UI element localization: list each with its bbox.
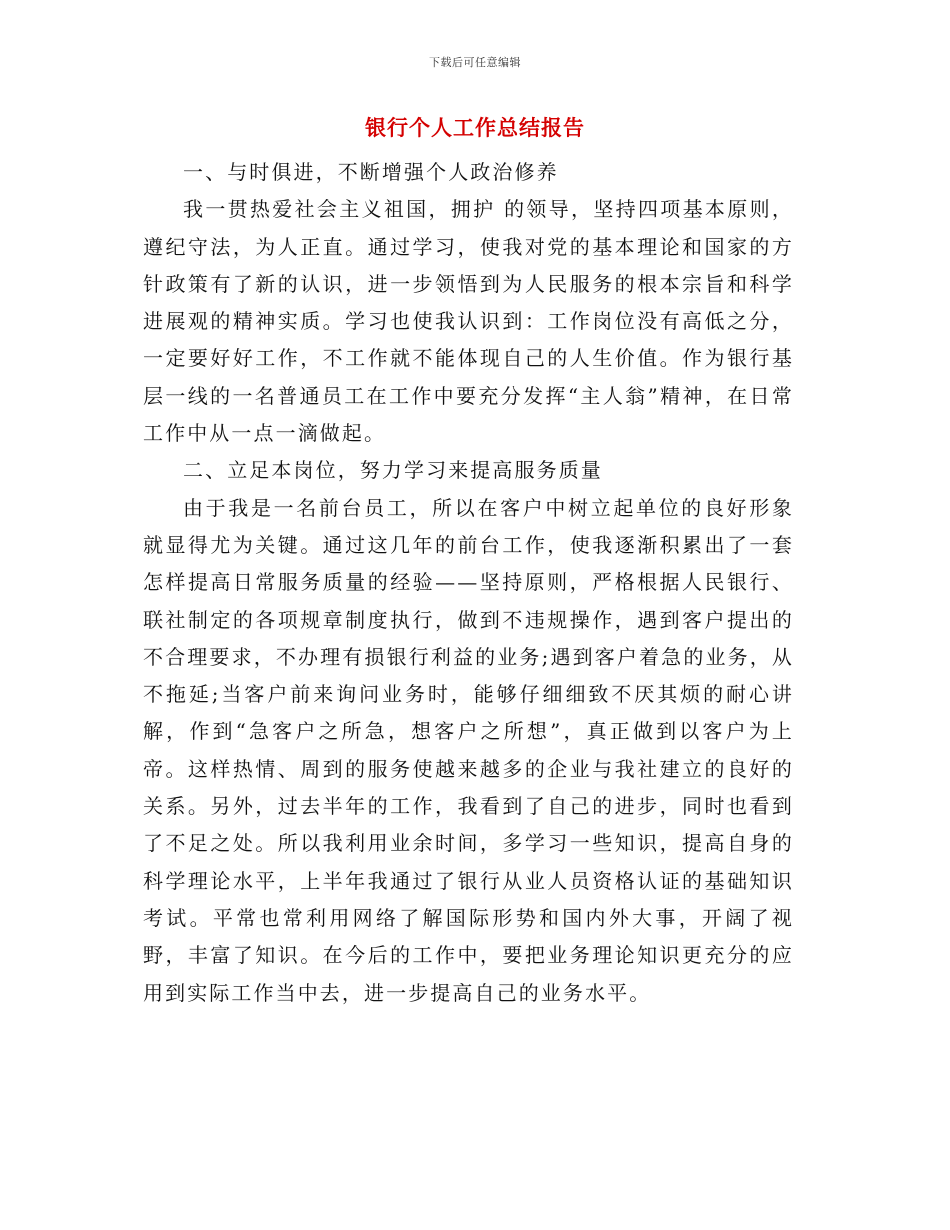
section-heading-2: 二、立足本岗位，努力学习来提高服务质量 bbox=[183, 458, 603, 483]
document-title: 银行个人工作总结报告 bbox=[365, 115, 585, 140]
paragraph-1: 我一贯热爱社会主义祖国，拥护 的领导，坚持四项基本原则，遵纪守法，为人正直。通过学习，使我对党的基本理论和国家的方针政策有了新的认识，进一步领悟到为人民服务的根本宗旨和科学进展观的精神实质。学习也使我认识到：工作岗位没有高低之分，一定要好好工作，不工作就不能体现自己的人生价值。作为银行基层一线的一名普通员工在工作中要充分发挥“主人翁”精神，在日常工作中从一点一滴做起。 bbox=[143, 197, 794, 446]
header-note: 下载后可任意编辑 bbox=[429, 56, 521, 69]
paragraph-2: 由于我是一名前台员工，所以在客户中树立起单位的良好形象就显得尤为关键。通过这几年的前台工作，使我逐渐积累出了一套怎样提高日常服务质量的经验——坚持原则，严格根据人民银行、联社制定的各项规章制度执行，做到不违规操作，遇到客户提出的不合理要求，不办理有损银行利益的业务;遇到客户着急的业务，从不拖延;当客户前来询问业务时，能够仔细细致不厌其烦的耐心讲解，作到“急客户之所急，想客户之所想”，真正做到以客户为上帝。这样热情、周到的服务使越来越多的企业与我社建立的良好的关系。另外，过去半年的工作，我看到了自己的进步，同时也看到了不足之处。所以我利用业余时间，多学习一些知识，提高自身的科学理论水平，上半年我通过了银行从业人员资格认证的基础知识考试。平常也常利用网络了解国际形势和国内外大事，开阔了视野，丰富了知识。在今后的工作中，要把业务理论知识更充分的应用到实际工作当中去，进一步提高自己的业务水平。 bbox=[143, 495, 794, 1005]
document-body bbox=[143, 154, 794, 1012]
section-heading-1: 一、与时俱进，不断增强个人政治修养 bbox=[183, 160, 559, 184]
